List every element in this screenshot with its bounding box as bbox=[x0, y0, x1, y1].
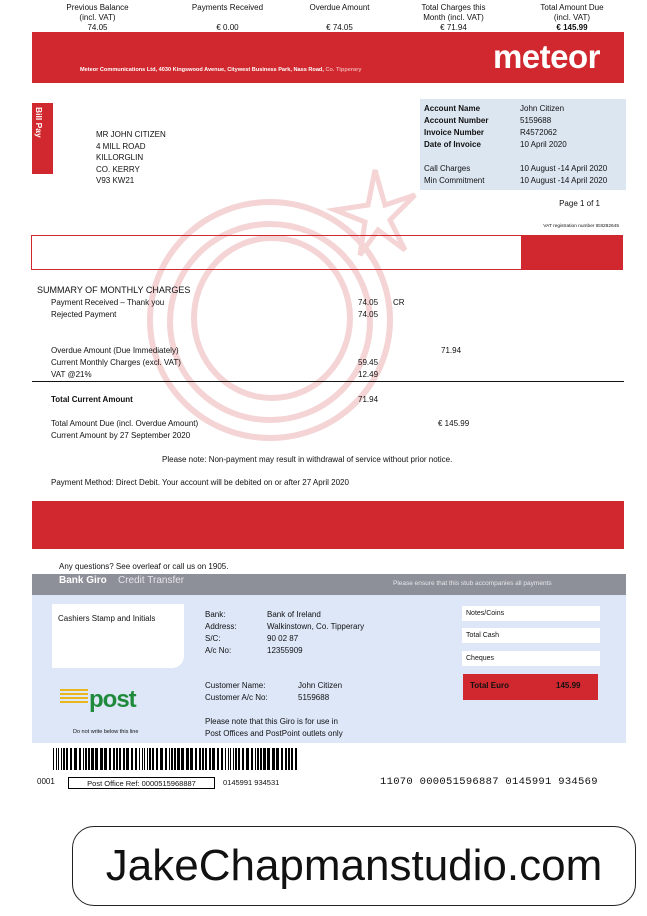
barcode-bar bbox=[217, 748, 219, 770]
total-current-label: Total Current Amount bbox=[51, 395, 133, 404]
barcode-bar bbox=[139, 748, 140, 770]
notes-coins-field[interactable]: Notes/Coins bbox=[462, 606, 600, 621]
barcode-bar bbox=[147, 748, 148, 770]
barcode-bar bbox=[142, 748, 143, 770]
watermark-banner: JakeChapmanstudio.com bbox=[72, 826, 636, 906]
barcode-bar bbox=[251, 748, 253, 770]
barcode-bar bbox=[225, 748, 226, 770]
barcode-bar bbox=[152, 748, 154, 770]
barcode-bar bbox=[242, 748, 244, 770]
barcode-bar bbox=[104, 748, 107, 770]
overdue-label: Overdue Amount (Due Immediately) bbox=[51, 346, 179, 355]
payments-received: Payments Received € 0.00 bbox=[191, 3, 264, 32]
barcode-bar bbox=[113, 748, 115, 770]
acno-label: A/c No: bbox=[205, 646, 232, 655]
giro-note-1: Please note that this Giro is for use in bbox=[205, 717, 338, 726]
bank-giro-title: Bank Giro bbox=[59, 575, 107, 586]
barcode-bar bbox=[169, 748, 170, 770]
footer-code: 0001 bbox=[37, 777, 55, 786]
sc-label: S/C: bbox=[205, 634, 221, 643]
do-not-write-note: Do not write below this line bbox=[73, 729, 139, 735]
vat-value: 12.49 bbox=[358, 370, 379, 379]
meteor-logo: meteor bbox=[492, 38, 600, 75]
barcode-bar bbox=[205, 748, 207, 770]
total-euro-box: Total Euro 145.99 bbox=[463, 674, 598, 700]
current-charges-value: 59.45 bbox=[358, 358, 379, 367]
barcode-bar bbox=[149, 748, 151, 770]
giro-header bbox=[32, 574, 626, 595]
barcode-bar bbox=[109, 748, 111, 770]
total-amount-due-box bbox=[521, 235, 623, 270]
divider bbox=[32, 381, 624, 382]
stub-instruction: Please ensure that this stub accompanies all payments bbox=[393, 580, 552, 587]
bank-label: Bank: bbox=[205, 610, 226, 619]
overdue-value: 71.94 bbox=[441, 346, 462, 355]
rejected-payment-value: 74.05 bbox=[358, 310, 379, 319]
barcode-bar bbox=[199, 748, 201, 770]
customer-name-label: Customer Name: bbox=[205, 681, 266, 690]
total-amount-due: Total Amount Due (incl. VAT) € 145.99 bbox=[540, 3, 604, 32]
questions-text: Any questions? See overleaf or call us on 1905. bbox=[59, 562, 229, 571]
barcode-bar bbox=[126, 748, 129, 770]
barcode-bar bbox=[246, 748, 249, 770]
barcode-bar bbox=[85, 748, 87, 770]
account-info-panel: Account Name John Citizen Account Number 5159688 Invoice Number R4572062 Date of Invoice 10 April 2020 Call Charges 10 August -14 April 2020 Min Commitment 10 August -14 April 2020 bbox=[420, 99, 626, 190]
total-cash-field[interactable]: Total Cash bbox=[462, 628, 600, 643]
nonpayment-notice: Please note: Non-payment may result in withdrawal of service without prior notice. bbox=[162, 455, 453, 464]
customer-acno-label: Customer A/c No: bbox=[205, 693, 268, 702]
barcode-bar bbox=[131, 748, 133, 770]
barcode-bar bbox=[116, 748, 118, 770]
barcode-bar bbox=[74, 748, 77, 770]
cheques-field[interactable]: Cheques bbox=[462, 651, 600, 666]
barcode-bar bbox=[195, 748, 197, 770]
barcode-bar bbox=[171, 748, 173, 770]
barcode-bar bbox=[123, 748, 125, 770]
giro-note-2: Post Offices and PostPoint outlets only bbox=[205, 729, 343, 738]
barcode-bar bbox=[276, 748, 279, 770]
payment-received-label: Payment Received – Thank you bbox=[51, 298, 165, 307]
acno-value: 12355909 bbox=[267, 646, 303, 655]
current-charges-label: Current Monthly Charges (excl. VAT) bbox=[51, 358, 181, 367]
barcode-bar bbox=[91, 748, 94, 770]
barcode-bar bbox=[295, 748, 297, 770]
payment-received-cr: CR bbox=[393, 298, 405, 307]
barcode-bar bbox=[174, 748, 176, 770]
barcode-bar bbox=[263, 748, 266, 770]
payment-received-value: 74.05 bbox=[358, 298, 379, 307]
barcode-bar bbox=[202, 748, 204, 770]
barcode-bar bbox=[257, 748, 259, 770]
address-value: Walkinstown, Co. Tipperary bbox=[267, 622, 365, 631]
barcode-bar bbox=[160, 748, 163, 770]
company-address: Meteor Communications Ltd, 4030 Kingswood Avenue, Citywest Business Park, Nass Road, Co. Tipperary bbox=[80, 67, 362, 73]
barcode-bar bbox=[58, 748, 59, 770]
previous-balance: Previous Balance (incl. VAT) 74.05 bbox=[66, 3, 129, 32]
barcode-bar bbox=[212, 748, 215, 770]
credit-transfer-title: Credit Transfer bbox=[118, 575, 185, 586]
total-due-value: € 145.99 bbox=[438, 419, 470, 428]
total-charges-this-month: Total Charges this Month (incl. VAT) € 71.94 bbox=[421, 3, 486, 32]
total-due-label: Total Amount Due (incl. Overdue Amount) bbox=[51, 419, 199, 428]
barcode-bar bbox=[291, 748, 293, 770]
barcode-bar bbox=[56, 748, 57, 770]
bill-pay-tab: Bill Pay bbox=[32, 103, 53, 174]
red-divider-bar bbox=[32, 501, 624, 549]
barcode-bar bbox=[100, 748, 103, 770]
barcode-bar bbox=[156, 748, 158, 770]
barcode-bar bbox=[238, 748, 240, 770]
customer-acno-value: 5159688 bbox=[298, 693, 330, 702]
barcode-bar bbox=[267, 748, 270, 770]
payment-method: Payment Method: Direct Debit. Your account will be debited on or after 27 April 2020 bbox=[51, 478, 349, 487]
barcode-bar bbox=[119, 748, 121, 770]
post-office-ref: Post Office Ref: 0000515968887 bbox=[68, 777, 215, 789]
footer-numbers: 0145991 934531 bbox=[223, 778, 280, 787]
barcode-bar bbox=[79, 748, 81, 770]
barcode-bar bbox=[95, 748, 98, 770]
barcode-bar bbox=[186, 748, 189, 770]
barcode-bar bbox=[285, 748, 287, 770]
barcode-bar bbox=[221, 748, 223, 770]
sc-value: 90 02 87 bbox=[267, 634, 299, 643]
barcode-bar bbox=[53, 748, 54, 770]
barcode-bar bbox=[260, 748, 262, 770]
barcode-bar bbox=[63, 748, 65, 770]
barcode-icon bbox=[53, 748, 298, 770]
barcode-bar bbox=[165, 748, 167, 770]
rejected-payment-label: Rejected Payment bbox=[51, 310, 117, 319]
header-bar bbox=[32, 32, 624, 83]
barcode-bar bbox=[235, 748, 237, 770]
barcode-bar bbox=[83, 748, 84, 770]
barcode-bar bbox=[70, 748, 72, 770]
barcode-bar bbox=[288, 748, 290, 770]
barcode-bar bbox=[135, 748, 137, 770]
total-current-value: 71.94 bbox=[358, 395, 379, 404]
post-logo-lines-icon bbox=[60, 689, 88, 707]
customer-name-value: John Citizen bbox=[298, 681, 343, 690]
barcode-bar bbox=[281, 748, 283, 770]
barcode-bar bbox=[233, 748, 234, 770]
barcode-bar bbox=[228, 748, 229, 770]
bank-value: Bank of Ireland bbox=[267, 610, 321, 619]
address-label: Address: bbox=[205, 622, 237, 631]
summary-title: SUMMARY OF MONTHLY CHARGES bbox=[37, 285, 191, 295]
barcode-bar bbox=[66, 748, 68, 770]
barcode-bar bbox=[272, 748, 275, 770]
barcode-bar bbox=[177, 748, 180, 770]
barcode-bar bbox=[190, 748, 193, 770]
barcode-bar bbox=[144, 748, 145, 770]
post-logo: post bbox=[89, 686, 136, 713]
barcode-bar bbox=[255, 748, 256, 770]
overdue-amount: Overdue Amount € 74.05 bbox=[309, 3, 370, 32]
barcode-bar bbox=[88, 748, 90, 770]
barcode-bar bbox=[209, 748, 211, 770]
vat-label: VAT @21% bbox=[51, 370, 92, 379]
vat-registration: VAT registration number IE8282645 bbox=[543, 224, 619, 229]
cashiers-stamp-box: Cashiers Stamp and Initials bbox=[52, 604, 184, 668]
barcode-bar bbox=[61, 748, 62, 770]
customer-address: MR JOHN CITIZEN 4 MILL ROAD KILLORGLIN CO. KERRY V93 KW21 bbox=[96, 130, 166, 185]
current-by-label: Current Amount by 27 September 2020 bbox=[51, 431, 191, 440]
page-number: Page 1 of 1 bbox=[559, 199, 600, 208]
barcode-bar bbox=[181, 748, 184, 770]
barcode-bar bbox=[230, 748, 231, 770]
ocr-line: 11070 000051596887 0145991 934569 bbox=[380, 776, 598, 788]
